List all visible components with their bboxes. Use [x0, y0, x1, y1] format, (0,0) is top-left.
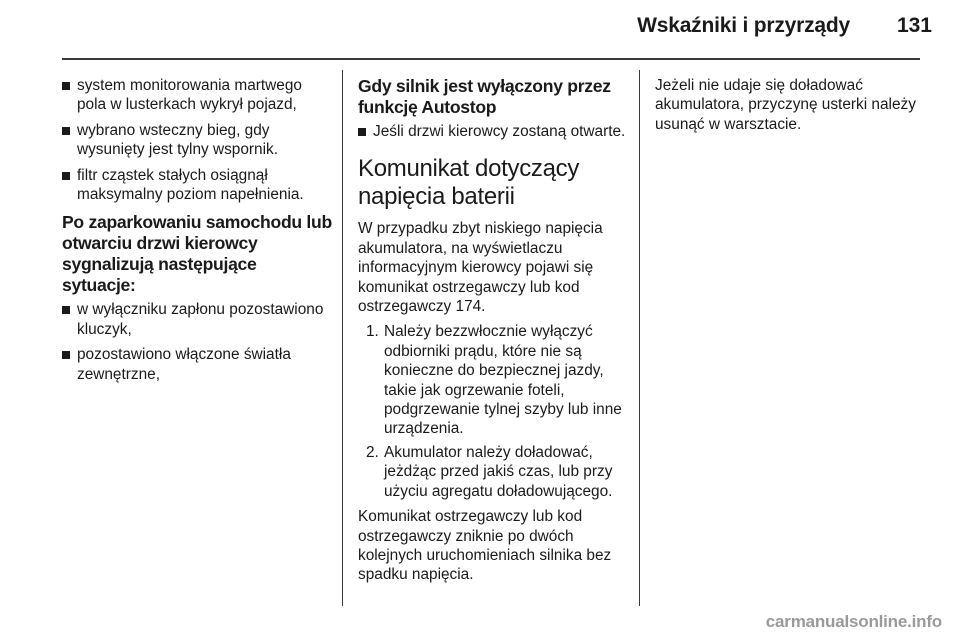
square-bullet-icon — [62, 172, 70, 180]
step-number: 2. — [366, 443, 379, 461]
page-number: 131 — [896, 14, 932, 37]
square-bullet-icon — [358, 128, 366, 136]
square-bullet-icon — [62, 351, 70, 359]
numbered-steps — [358, 322, 630, 501]
header-rule — [62, 58, 920, 60]
list-item-text: wybrano wsteczny bieg, gdy wysunięty jest tylny wspornik. — [77, 121, 279, 159]
column-1 — [62, 76, 334, 390]
step-item — [358, 443, 630, 501]
section-heading-parking: Po zaparkowaniu samochodu lub otwarciu drzwi kierowcy sygnalizują następujące sytuacje: — [62, 212, 332, 296]
list-item-text: Jeśli drzwi kierowcy zostaną otwarte. — [373, 123, 626, 140]
column-2 — [358, 76, 630, 591]
list-item — [358, 122, 630, 141]
list-item — [62, 300, 334, 339]
list-item-text: w wyłączniku zapłonu pozostawiono kluczyk, — [77, 301, 324, 338]
list-item — [62, 345, 334, 384]
bullet-list-autostop — [358, 122, 630, 141]
list-item — [62, 76, 334, 115]
list-item-text: filtr cząstek stałych osiągnął maksymalny poziom napełnienia. — [77, 166, 304, 204]
square-bullet-icon — [62, 306, 70, 314]
list-item-text: system monitorowania martwego pola w lusterkach wykrył pojazd, — [77, 77, 302, 114]
step-item — [358, 322, 630, 438]
watermark-text: carmanualsonline.info — [765, 612, 942, 631]
section-title-battery-voltage: Komunikat dotyczący napięcia baterii — [358, 155, 580, 211]
column-divider-right — [639, 70, 640, 606]
step-text: Należy bezzwłocznie wyłączyć odbiorniki prądu, które nie są konieczne do bezpiecznej jazdy, takie jak ogrzewanie foteli, podgrzewanie tylnej szyby lub inne urządzenia. — [384, 323, 622, 438]
column-3 — [655, 76, 925, 140]
list-item — [62, 166, 334, 205]
square-bullet-icon — [62, 127, 70, 135]
bullet-list-top — [62, 76, 334, 204]
square-bullet-icon — [62, 82, 70, 90]
list-item — [62, 121, 334, 160]
step-number: 1. — [366, 323, 379, 341]
paragraph-closing: Komunikat ostrzegawczy lub kod ostrzegawczy zniknie po dwóch kolejnych uruchomieniach silnika bez spadku napięcia. — [358, 508, 612, 584]
column-divider-left — [342, 70, 343, 606]
page-header-title: Wskaźniki i przyrządy — [637, 14, 850, 37]
paragraph-workshop: Jeżeli nie udaje się doładować akumulatora, przyczynę usterki należy usunąć w warsztacie. — [655, 77, 916, 133]
bullet-list-parking — [62, 300, 334, 384]
list-item-text: pozostawiono włączone światła zewnętrzne, — [77, 346, 291, 383]
paragraph-intro: W przypadku zbyt niskiego napięcia akumulatora, na wyświetlaczu informacyjnym kierowcy pojawi się komunikat ostrzegawczy lub kod ostrzegawczy 174. — [358, 220, 603, 316]
step-text: Akumulator należy doładować, jeżdżąc przed jakiś czas, lub przy użyciu agregatu doładowującego. — [384, 443, 613, 500]
section-heading-autostop: Gdy silnik jest wyłączony przez funkcję Autostop — [358, 76, 611, 117]
